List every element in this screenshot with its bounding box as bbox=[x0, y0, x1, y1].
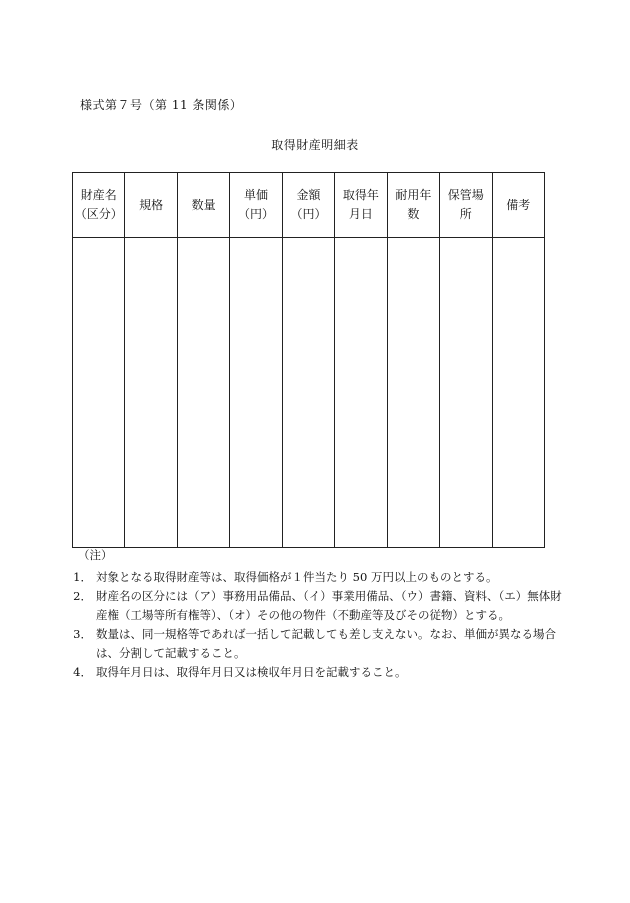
table-row bbox=[73, 238, 545, 548]
note-item bbox=[72, 587, 562, 625]
note-text: 対象となる取得財産等は、取得価格が１件当たり 50 万円以上のものとする。 bbox=[96, 570, 498, 584]
document-title: 取得財産明細表 bbox=[271, 138, 359, 152]
note-text: 数量は、同一規格等であれば一括して記載しても差し支えない。なお、単価が異なる場合は、分割して記載すること。 bbox=[96, 627, 556, 660]
note-number: 3． bbox=[73, 627, 92, 641]
table-cell-asset-name bbox=[73, 238, 125, 548]
note-text: 財産名の区分には（ア）事務用品備品、（イ）事業用備品、（ウ）書籍、資料、（エ）無体財産権（工場等所有権等）、（オ）その他の物件（不動産等及びその従物）とする。 bbox=[96, 589, 562, 622]
note-item bbox=[72, 663, 562, 682]
note-item bbox=[72, 568, 562, 587]
column-useful-life: 耐用年 数 bbox=[387, 173, 439, 238]
table-cell-storage-location bbox=[440, 238, 492, 548]
table-cell-useful-life bbox=[387, 238, 439, 548]
table-cell-specification bbox=[125, 238, 177, 548]
notes-section bbox=[72, 547, 562, 682]
form-number: 様式第７号（第 11 条関係） bbox=[80, 98, 243, 112]
note-item bbox=[72, 625, 562, 663]
table-cell-amount bbox=[282, 238, 334, 548]
asset-detail-table bbox=[72, 172, 545, 548]
table-header-row bbox=[73, 173, 545, 238]
note-number: 2． bbox=[73, 589, 92, 603]
note-number: 4． bbox=[73, 665, 92, 679]
column-storage-location: 保管場 所 bbox=[440, 173, 492, 238]
column-acquisition-date: 取得年 月日 bbox=[335, 173, 387, 238]
table-cell-quantity bbox=[177, 238, 229, 548]
table-cell-acquisition-date bbox=[335, 238, 387, 548]
note-text: 取得年月日は、取得年月日又は検収年月日を記載すること。 bbox=[96, 665, 407, 679]
column-unit-price: 単価 （円） bbox=[230, 173, 282, 238]
column-asset-name: 財産名 （区分） bbox=[73, 173, 125, 238]
note-number: 1． bbox=[73, 570, 92, 584]
column-amount: 金額 （円） bbox=[282, 173, 334, 238]
column-remarks: 備考 bbox=[492, 173, 545, 238]
table-cell-remarks bbox=[492, 238, 545, 548]
table-cell-unit-price bbox=[230, 238, 282, 548]
column-specification: 規格 bbox=[125, 173, 177, 238]
column-quantity: 数量 bbox=[177, 173, 229, 238]
notes-label: （注） bbox=[78, 548, 113, 562]
